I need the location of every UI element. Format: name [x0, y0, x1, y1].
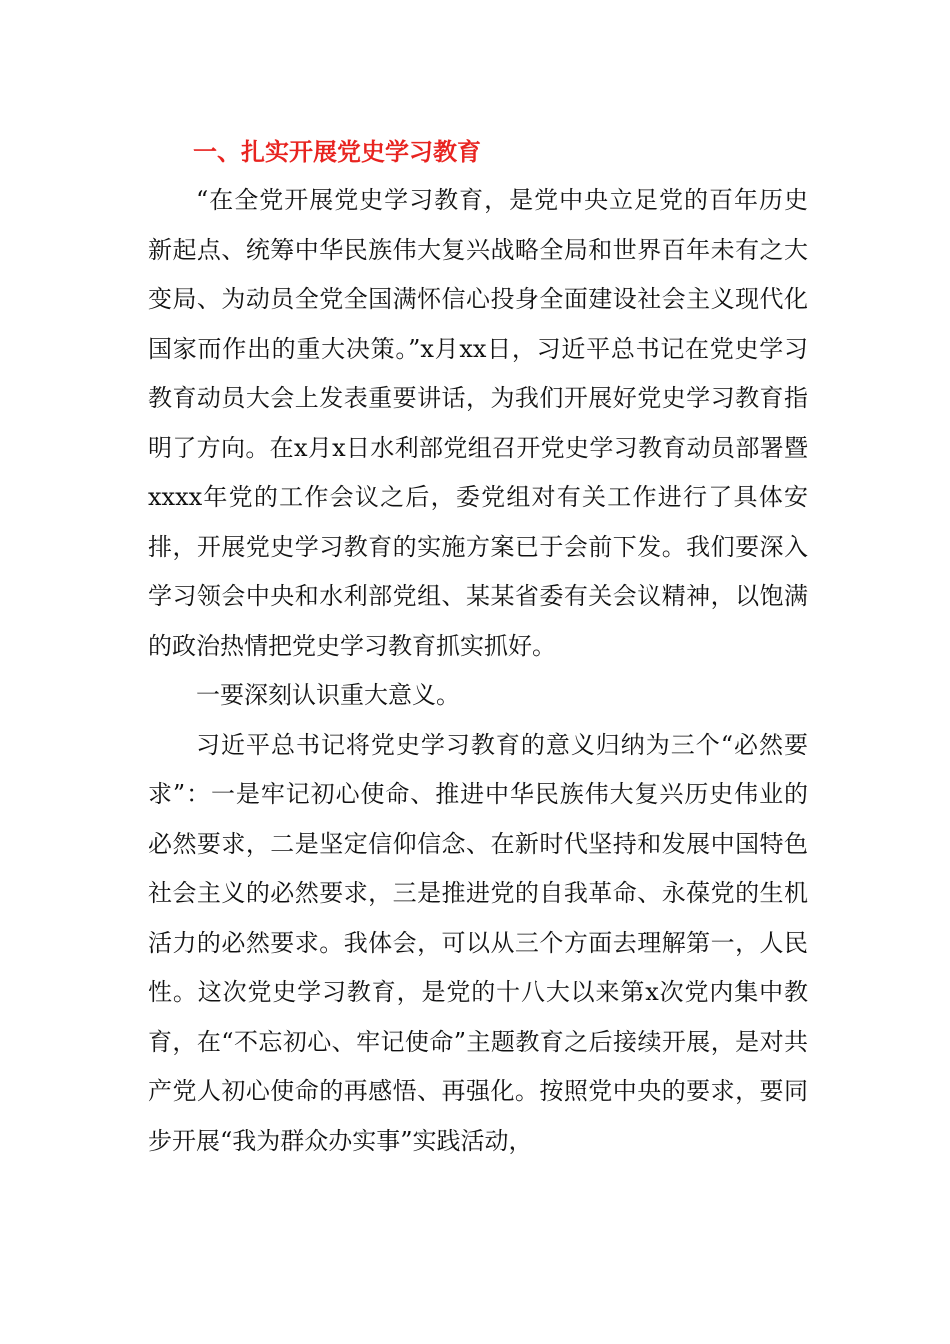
section-heading: 一、扎实开展党史学习教育: [193, 138, 481, 166]
paragraph-intro: “在全党开展党史学习教育，是党中央立足党的百年历史新起点、统筹中华民族伟大复兴战略全局和世界百年未有之大变局、为动员全党全国满怀信心投身全面建设社会主义现代化国家而作出的重大决策。”x月xx日，习近平总书记在党史学习教育动员大会上发表重要讲话，为我们开展好党史学习教育指明了方向。在x月x日水利部党组召开党史学习教育动员部署暨xxxx年党的工作会议之后，委党组对有关工作进行了具体安排，开展党史学习教育的实施方案已于会前下发。我们要深入学习领会中央和水利部党组、某某省委有关会议精神，以饱满的政治热情把党史学习教育抓实抓好。: [148, 186, 808, 660]
paragraph-significance: 习近平总书记将党史学习教育的意义归纳为三个“必然要求”：一是牢记初心使命、推进中华民族伟大复兴历史伟业的必然要求，二是坚定信仰信念、在新时代坚持和发展中国特色社会主义的必然要求，三是推进党的自我革命、永葆党的生机活力的必然要求。我体会，可以从三个方面去理解第一，人民性。这次党史学习教育，是党的十八大以来第x次党内集中教育，在“不忘初心、牢记使命”主题教育之后接续开展，是对共产党人初心使命的再感悟、再强化。按照党中央的要求，要同步开展“我为群众办实事”实践活动，: [148, 730, 808, 1155]
paragraph-subheading: 一要深刻认识重大意义。: [196, 681, 460, 709]
document-body: [148, 176, 808, 1166]
